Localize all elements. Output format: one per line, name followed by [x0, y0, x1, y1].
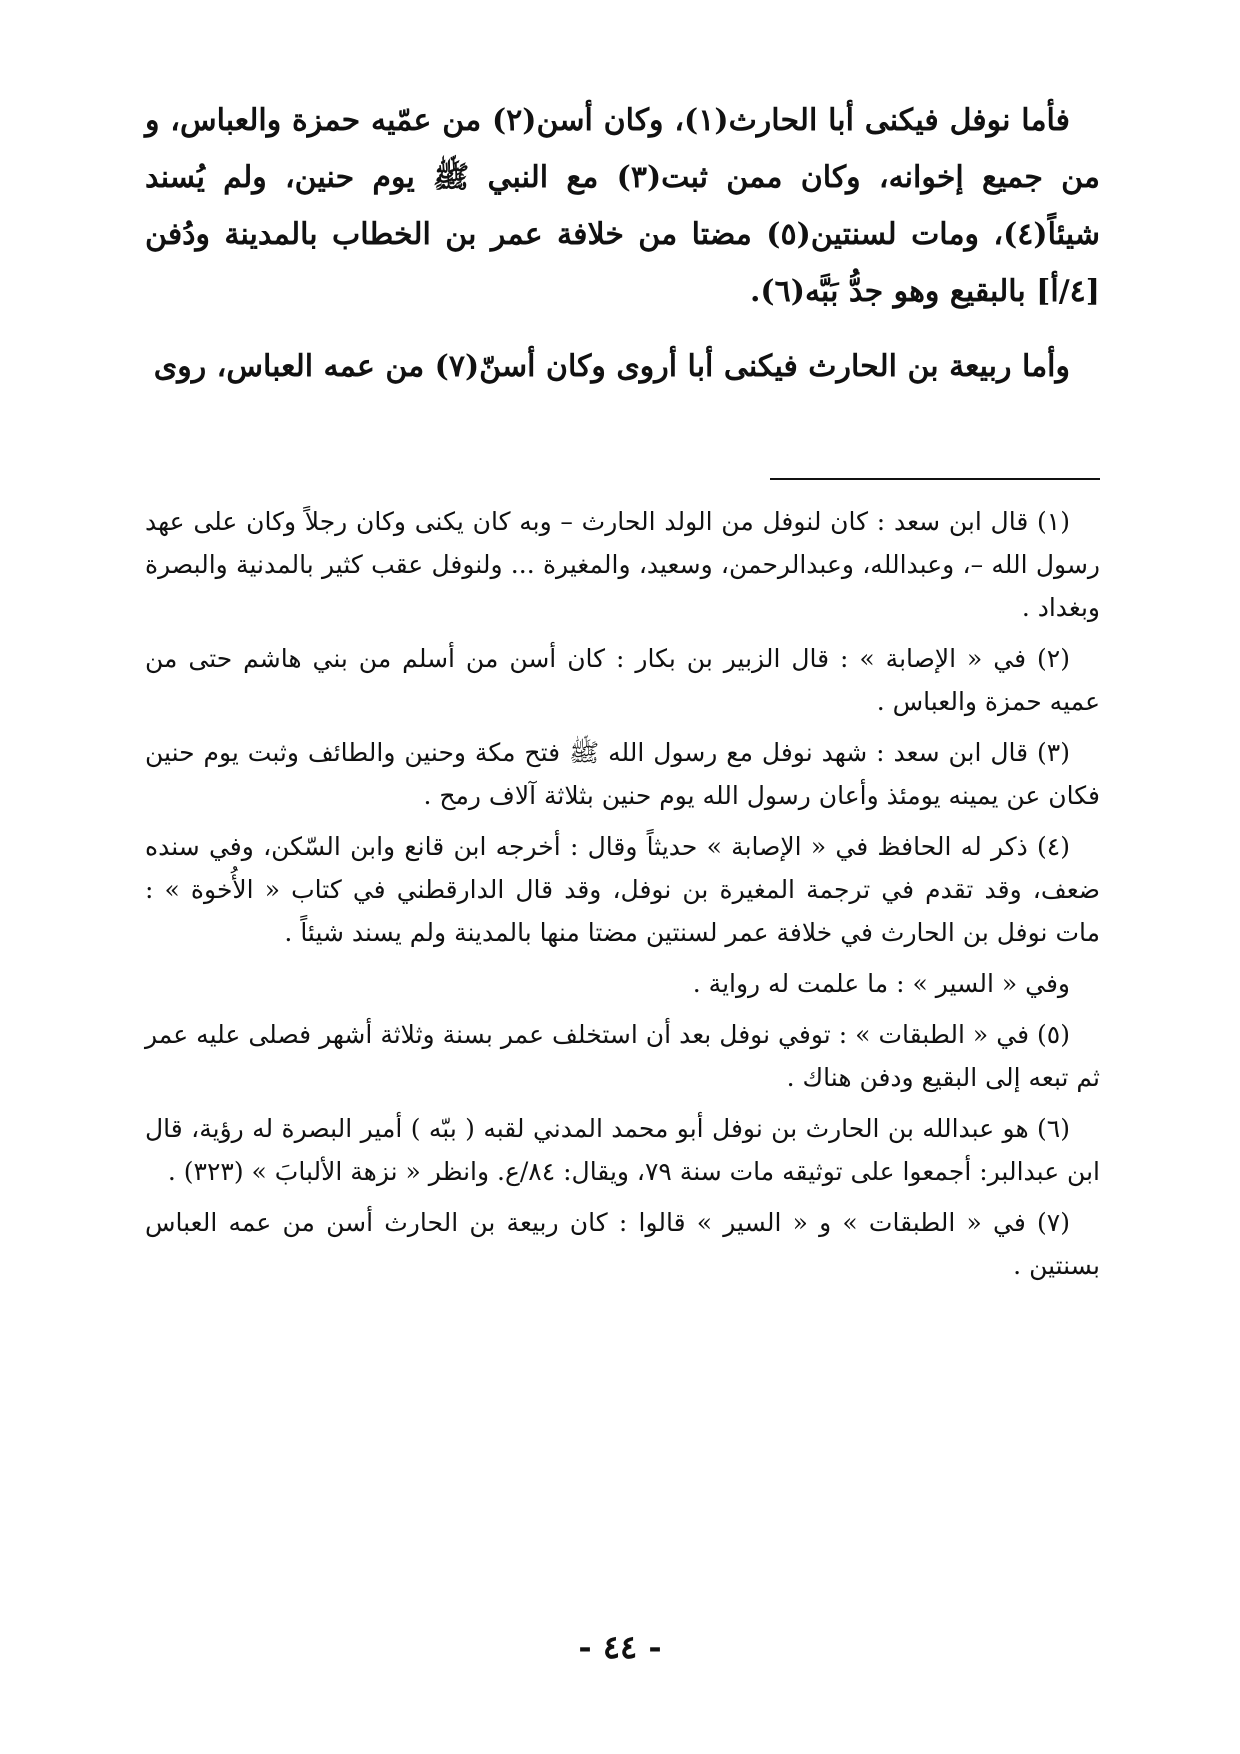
- main-text-body: [145, 92, 1100, 395]
- footnote-6: (٦) هو عبدالله بن الحارث بن نوفل أبو محمد المدني لقبه ( ببّه ) أمير البصرة له رؤية، قال ابن عبدالبر: أجمعوا على توثيقه مات سنة ٧٩، ويقال: ٨٤/ع. وانظر « نزهة الألبابَ » (٣٢٣) .: [145, 1114, 1100, 1186]
- footnote-4-continuation: وفي « السير » : ما علمت له رواية .: [692, 969, 1070, 998]
- footnote-7: (٧) في « الطبقات » و « السير » قالوا : كان ربيعة بن الحارث أسن من عمه العباس بسنتين .: [145, 1208, 1100, 1280]
- footnote-5: (٥) في « الطبقات » : توفي نوفل بعد أن استخلف عمر بسنة وثلاثة أشهر فصلى عليه عمر ثم تبعه إلى البقيع ودفن هناك .: [145, 1020, 1100, 1092]
- main-paragraph-nawfal: فأما نوفل فيكنى أبا الحارث(١)، وكان أسن(٢) من عمّيه حمزة والعباس، و من جميع إخوانه، وكان ممن ثبت(٣) مع النبي ﷺ يوم حنين، ولم يُسند شيئاً(٤)، ومات لسنتين(٥) مضتا من خلافة عمر بن الخطاب بالمدينة ودُفن [٤/أ] بالبقيع وهو جدُّ بَبَّه(٦).: [145, 103, 1101, 309]
- footnote-separator: [770, 478, 1100, 480]
- page-number: - ٤٤ -: [578, 1628, 662, 1666]
- main-paragraph-rabia: وأما ربيعة بن الحارث فيكنى أبا أروى وكان أسنّ(٧) من عمه العباس، روى: [153, 349, 1070, 384]
- footnotes-section: [145, 500, 1100, 1295]
- footnote-3: (٣) قال ابن سعد : شهد نوفل مع رسول الله ﷺ فتح مكة وحنين والطائف وثبت يوم حنين فكان عن يمينه يومئذ وأعان رسول الله يوم حنين بثلاثة آلاف رمح .: [145, 738, 1100, 810]
- footnote-1: (١) قال ابن سعد : كان لنوفل من الولد الحارث – وبه كان يكنى وكان رجلاً وكان على عهد رسول الله –، وعبدالله، وعبدالرحمن، وسعيد، والمغيرة ... ولنوفل عقب كثير بالمدنية والبصرة وبغداد .: [145, 507, 1100, 622]
- footnote-4: (٤) ذكر له الحافظ في « الإصابة » حديثاً وقال : أخرجه ابن قانع وابن السّكن، وفي سنده ضعف، وقد تقدم في ترجمة المغيرة بن نوفل، وقد قال الدارقطني في كتاب « الأُخوة » : مات نوفل بن الحارث في خلافة عمر لسنتين مضتا منها بالمدينة ولم يسند شيئاً .: [145, 832, 1100, 947]
- footnote-2: (٢) في « الإصابة » : قال الزبير بن بكار : كان أسن من أسلم من بني هاشم حتى من عميه حمزة والعباس .: [145, 644, 1100, 716]
